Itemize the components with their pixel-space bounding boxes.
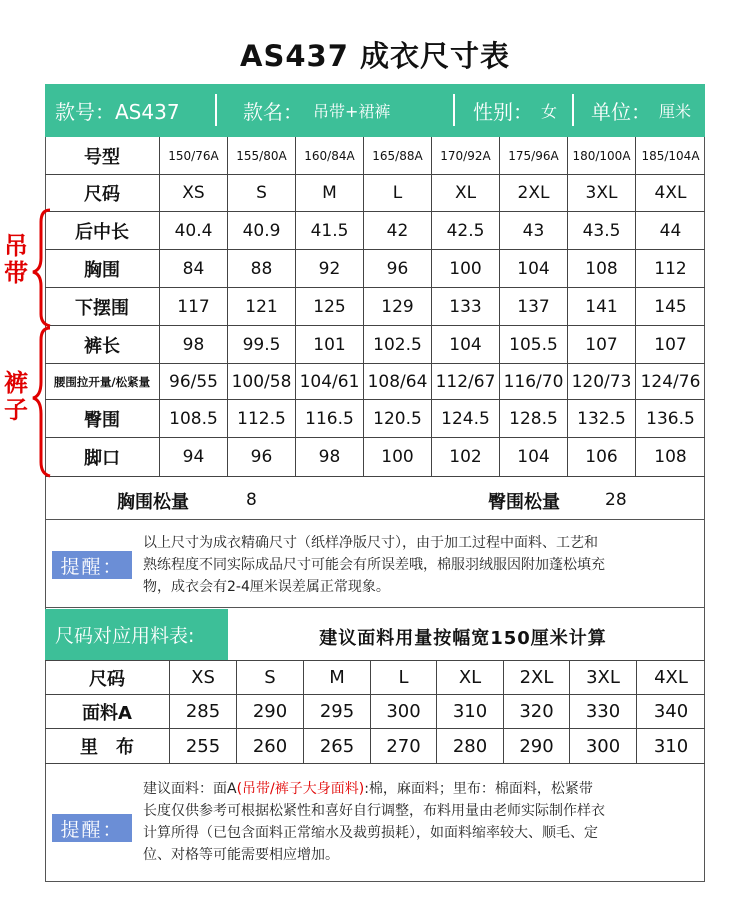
fabric-row-label: 里 布 <box>45 729 170 764</box>
divider <box>45 607 705 608</box>
fabric-value-cell: 280 <box>437 729 504 764</box>
fabric-value-cell: 260 <box>237 729 304 764</box>
reminder-line: 物，成衣会有2-4厘米误差属正常现象。 <box>143 579 390 595</box>
size-value-cell: 180/100A <box>568 137 636 175</box>
fabric-row-label: 尺码 <box>45 660 170 695</box>
reminder-text <box>143 778 698 866</box>
size-value-cell: 94 <box>160 438 228 477</box>
size-value-cell: 104/61 <box>296 364 364 400</box>
row-label: 胸围 <box>45 250 160 288</box>
size-value-cell: 104 <box>500 250 568 288</box>
size-value-cell: 106 <box>568 438 636 477</box>
size-value-cell: 108.5 <box>160 400 228 438</box>
header-bar <box>45 84 705 137</box>
row-label: 尺码 <box>45 175 160 212</box>
size-value-cell: 100 <box>432 250 500 288</box>
size-value-cell: 116/70 <box>500 364 568 400</box>
header-divider <box>572 94 574 126</box>
size-value-cell: 129 <box>364 288 432 326</box>
reminder-tag: 提醒： <box>52 551 132 579</box>
fabric-value-cell: M <box>304 660 371 695</box>
fabric-value-cell: 4XL <box>637 660 705 695</box>
size-value-cell: L <box>364 175 432 212</box>
size-value-cell: 185/104A <box>636 137 705 175</box>
fabric-table-title: 建议面料用量按幅宽150厘米计算 <box>319 628 607 649</box>
size-value-cell: 112.5 <box>228 400 296 438</box>
size-value-cell: 104 <box>432 326 500 364</box>
fabric-value-cell: 285 <box>170 695 237 729</box>
size-value-cell: 124.5 <box>432 400 500 438</box>
fabric-value-cell: 3XL <box>570 660 637 695</box>
chest-ease-value: 8 <box>246 490 257 510</box>
size-value-cell: 101 <box>296 326 364 364</box>
row-label: 号型 <box>45 137 160 175</box>
size-value-cell: 141 <box>568 288 636 326</box>
size-value-cell: 108/64 <box>364 364 432 400</box>
fabric-value-cell: 290 <box>504 729 570 764</box>
size-value-cell: 160/84A <box>296 137 364 175</box>
size-value-cell: 132.5 <box>568 400 636 438</box>
size-value-cell: 43 <box>500 212 568 250</box>
size-value-cell: 3XL <box>568 175 636 212</box>
row-label: 裤长 <box>45 326 160 364</box>
fabric-value-cell: 265 <box>304 729 371 764</box>
size-value-cell: 96/55 <box>160 364 228 400</box>
gender-value: 女 <box>541 102 558 121</box>
style-name-label: 款名： <box>243 100 303 124</box>
size-value-cell: 98 <box>296 438 364 477</box>
style-number: 款号：AS437 <box>55 100 180 124</box>
size-value-cell: 155/80A <box>228 137 296 175</box>
size-value-cell: 40.4 <box>160 212 228 250</box>
hip-ease-value: 28 <box>605 490 627 510</box>
unit-label: 单位： <box>591 100 651 124</box>
fabric-value-cell: 310 <box>637 729 705 764</box>
size-value-cell: 108 <box>636 438 705 477</box>
row-label: 后中长 <box>45 212 160 250</box>
fabric-value-cell: L <box>371 660 437 695</box>
size-value-cell: 96 <box>228 438 296 477</box>
size-value-cell: 42.5 <box>432 212 500 250</box>
size-value-cell: 136.5 <box>636 400 705 438</box>
size-value-cell: 107 <box>636 326 705 364</box>
size-value-cell: 117 <box>160 288 228 326</box>
size-value-cell: 112/67 <box>432 364 500 400</box>
size-value-cell: 2XL <box>500 175 568 212</box>
fabric-value-cell: 255 <box>170 729 237 764</box>
fabric-value-cell: 300 <box>570 729 637 764</box>
fabric-value-cell: 270 <box>371 729 437 764</box>
row-label: 脚口 <box>45 438 160 477</box>
divider <box>45 519 705 520</box>
size-value-cell: 40.9 <box>228 212 296 250</box>
size-value-cell: S <box>228 175 296 212</box>
unit-value: 厘米 <box>659 102 692 121</box>
size-value-cell: 42 <box>364 212 432 250</box>
fabric-value-cell: XL <box>437 660 504 695</box>
group-label-bottom: 裤子 <box>4 369 28 424</box>
size-value-cell: 116.5 <box>296 400 364 438</box>
chest-ease-label: 胸围松量 <box>117 492 189 513</box>
reminder-text <box>143 532 698 598</box>
header-divider <box>215 94 217 126</box>
row-label: 臀围 <box>45 400 160 438</box>
fabric-value-cell: 310 <box>437 695 504 729</box>
size-value-cell: 41.5 <box>296 212 364 250</box>
size-value-cell: 128.5 <box>500 400 568 438</box>
size-value-cell: 175/96A <box>500 137 568 175</box>
fabric-value-cell: 2XL <box>504 660 570 695</box>
row-label: 腰围拉开量/松紧量 <box>45 364 160 400</box>
size-value-cell: 150/76A <box>160 137 228 175</box>
reminder-segment: 建议面料：面A <box>143 781 237 797</box>
row-label: 下摆围 <box>45 288 160 326</box>
fabric-value-cell: 300 <box>371 695 437 729</box>
reminder-segment: :棉，麻面料；里布：棉面料，松紧带 <box>364 781 593 797</box>
size-value-cell: 84 <box>160 250 228 288</box>
fabric-value-cell: XS <box>170 660 237 695</box>
size-value-cell: 112 <box>636 250 705 288</box>
size-value-cell: 96 <box>364 250 432 288</box>
fabric-value-cell: 320 <box>504 695 570 729</box>
size-value-cell: 107 <box>568 326 636 364</box>
size-value-cell: 133 <box>432 288 500 326</box>
size-value-cell: 104 <box>500 438 568 477</box>
size-value-cell: 99.5 <box>228 326 296 364</box>
size-value-cell: 125 <box>296 288 364 326</box>
reminder-line: 计算所得（已包含面料正常缩水及裁剪损耗），如面料缩率较大、顺毛、定 <box>143 825 598 841</box>
size-value-cell: 120.5 <box>364 400 432 438</box>
size-value-cell: 120/73 <box>568 364 636 400</box>
fabric-table-tag: 尺码对应用料表: <box>45 609 228 660</box>
style-name-value: 吊带+裙裤 <box>313 102 391 121</box>
size-value-cell: 4XL <box>636 175 705 212</box>
fabric-value-cell: 290 <box>237 695 304 729</box>
size-value-cell: 98 <box>160 326 228 364</box>
fabric-value-cell: S <box>237 660 304 695</box>
brace-icon <box>30 208 52 478</box>
size-value-cell: 100/58 <box>228 364 296 400</box>
size-value-cell: 145 <box>636 288 705 326</box>
size-value-cell: 137 <box>500 288 568 326</box>
reminder-line: 以上尺寸为成衣精确尺寸（纸样净版尺寸），由于加工过程中面料、工艺和 <box>143 535 598 551</box>
size-value-cell: XS <box>160 175 228 212</box>
size-value-cell: 170/92A <box>432 137 500 175</box>
reminder-line <box>143 778 698 800</box>
hip-ease-label: 臀围松量 <box>488 492 560 513</box>
size-value-cell: 108 <box>568 250 636 288</box>
size-value-cell: XL <box>432 175 500 212</box>
size-value-cell: 102 <box>432 438 500 477</box>
gender-label: 性别： <box>473 100 533 124</box>
group-label-top: 吊带 <box>4 232 28 287</box>
reminder-highlight: (吊带/裤子大身面料) <box>236 781 365 797</box>
fabric-value-cell: 330 <box>570 695 637 729</box>
reminder-tag: 提醒： <box>52 814 132 842</box>
size-value-cell: 165/88A <box>364 137 432 175</box>
size-value-cell: 44 <box>636 212 705 250</box>
size-value-cell: 92 <box>296 250 364 288</box>
fabric-row-label: 面料A <box>45 695 170 729</box>
size-value-cell: 102.5 <box>364 326 432 364</box>
fabric-value-cell: 340 <box>637 695 705 729</box>
reminder-line: 熟练程度不同实际成品尺寸可能会有所误差哦，棉服羽绒服因附加蓬松填充 <box>143 557 605 573</box>
size-value-cell: 105.5 <box>500 326 568 364</box>
page-title: AS437 成衣尺寸表 <box>240 39 510 73</box>
size-value-cell: 43.5 <box>568 212 636 250</box>
fabric-value-cell: 295 <box>304 695 371 729</box>
size-value-cell: 124/76 <box>636 364 705 400</box>
size-value-cell: 121 <box>228 288 296 326</box>
header-divider <box>453 94 455 126</box>
size-value-cell: 88 <box>228 250 296 288</box>
size-value-cell: M <box>296 175 364 212</box>
reminder-line: 长度仅供参考可根据松紧性和喜好自行调整，布料用量由老师实际制作样衣 <box>143 803 605 819</box>
reminder-line: 位、对格等可能需要相应增加。 <box>143 847 339 863</box>
size-value-cell: 100 <box>364 438 432 477</box>
